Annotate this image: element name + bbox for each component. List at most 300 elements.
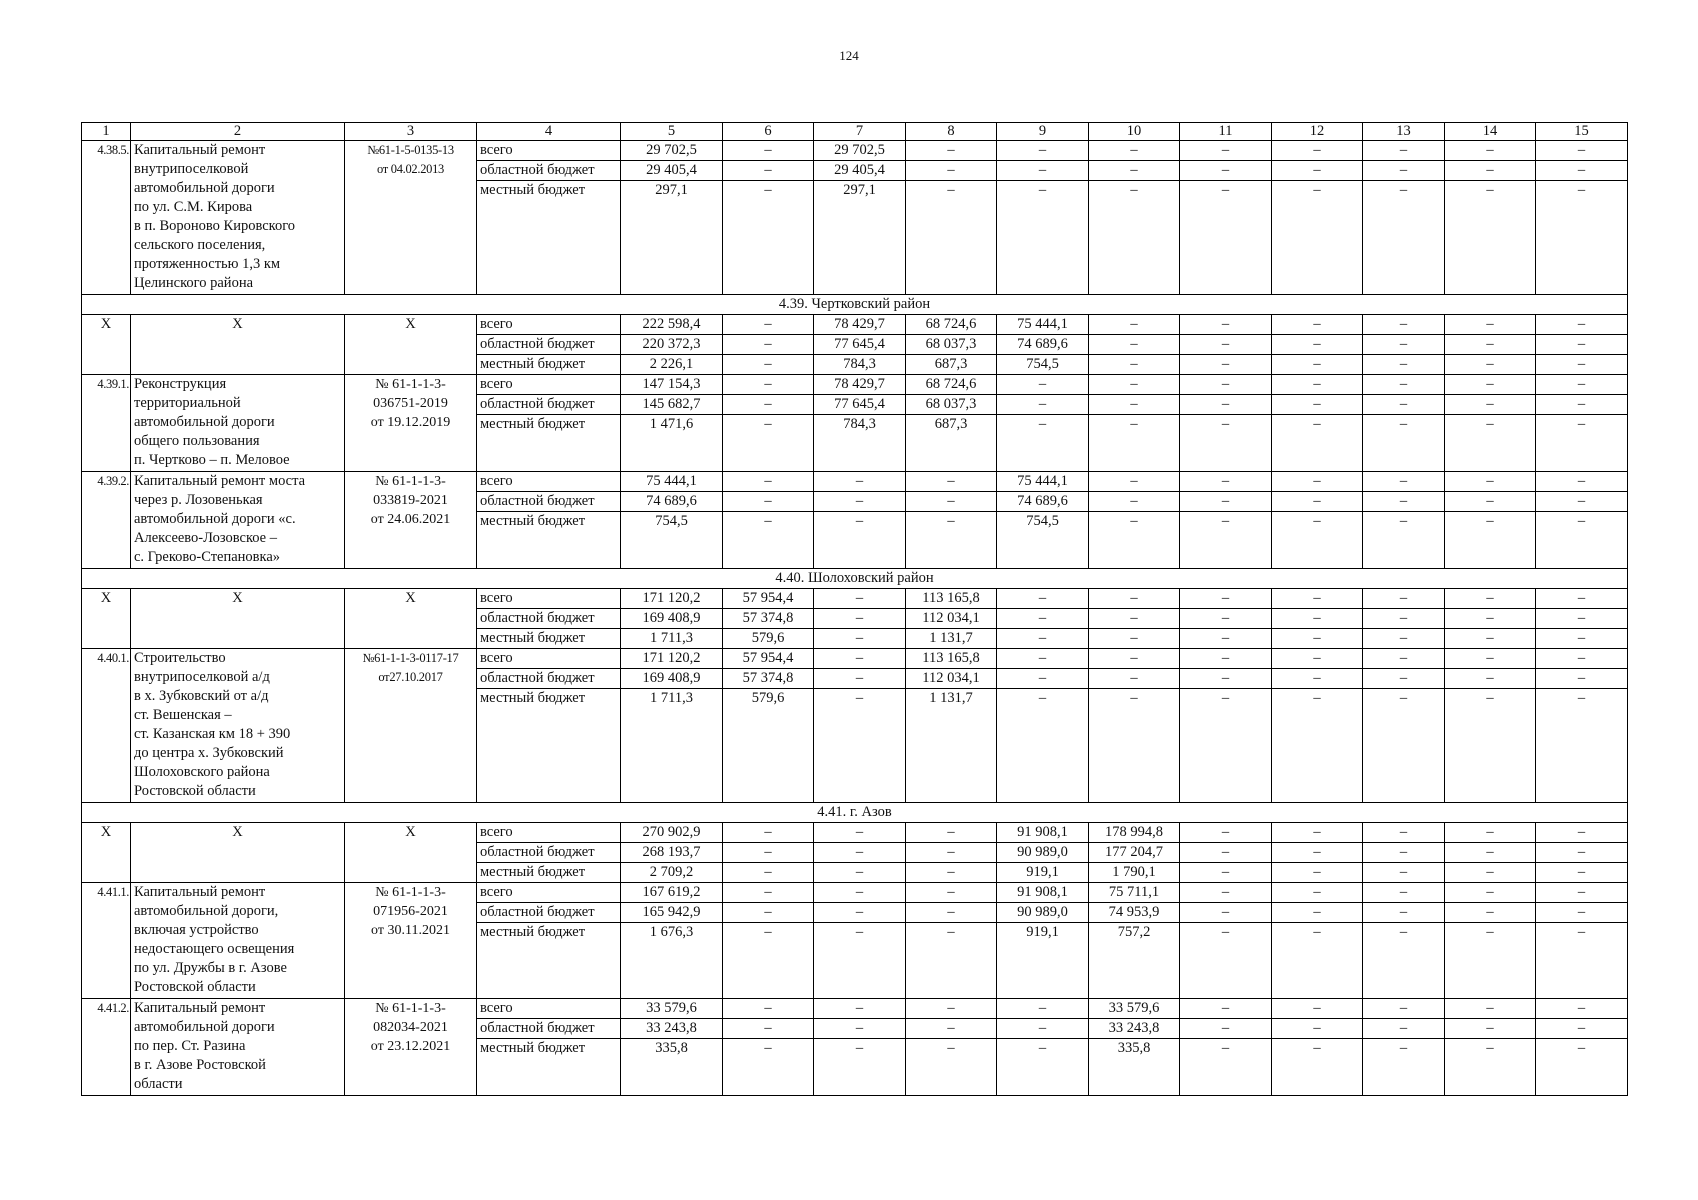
value-cell: – <box>1272 883 1363 903</box>
value-cell: – <box>997 609 1089 629</box>
item-name-line: в х. Зубковский от а/д <box>134 688 269 704</box>
value-cell: 33 243,8 <box>1089 1019 1180 1039</box>
value-cell: – <box>1536 472 1628 492</box>
value-cell: – <box>1272 649 1363 669</box>
item-name-line: Капитальный ремонт <box>134 1000 266 1016</box>
funding-source: областной бюджет <box>477 609 621 629</box>
value-cell: – <box>1536 395 1628 415</box>
value-cell: – <box>1363 1019 1445 1039</box>
value-cell: – <box>723 863 814 883</box>
value-cell: – <box>1272 161 1363 181</box>
value-cell: 91 908,1 <box>997 883 1089 903</box>
value-cell: 757,2 <box>1089 923 1180 999</box>
value-cell: – <box>814 1039 906 1096</box>
item-number: 4.41.1. <box>82 883 131 999</box>
value-cell: – <box>1180 903 1272 923</box>
value-cell: 1 131,7 <box>906 629 997 649</box>
value-cell: – <box>1272 669 1363 689</box>
value-cell: – <box>1089 395 1180 415</box>
value-cell: – <box>723 883 814 903</box>
item-code <box>345 472 477 569</box>
value-cell: 68 037,3 <box>906 395 997 415</box>
value-cell: 335,8 <box>1089 1039 1180 1096</box>
value-cell: – <box>1445 315 1536 335</box>
value-cell: 1 676,3 <box>621 923 723 999</box>
value-cell: – <box>1180 395 1272 415</box>
value-cell: – <box>814 629 906 649</box>
section-row <box>82 803 1628 823</box>
value-cell: – <box>1536 843 1628 863</box>
value-cell: – <box>814 689 906 803</box>
item-code-line: № 61-1-1-3- <box>375 377 446 392</box>
value-cell: – <box>723 472 814 492</box>
value-cell: 74 689,6 <box>997 335 1089 355</box>
funding-source: местный бюджет <box>477 415 621 472</box>
value-cell: – <box>1445 689 1536 803</box>
column-number: 7 <box>814 123 906 141</box>
funding-source: местный бюджет <box>477 923 621 999</box>
value-cell: – <box>906 141 997 161</box>
item-code <box>345 883 477 999</box>
item-name-line: с. Греково-Степановка» <box>134 549 281 565</box>
funding-source: местный бюджет <box>477 629 621 649</box>
value-cell: – <box>1089 629 1180 649</box>
value-cell: – <box>723 161 814 181</box>
item-row <box>82 999 1628 1019</box>
value-cell: – <box>1180 999 1272 1019</box>
value-cell: – <box>814 999 906 1019</box>
value-cell: 75 711,1 <box>1089 883 1180 903</box>
item-row <box>82 472 1628 492</box>
x-marker: X <box>82 823 131 883</box>
value-cell: – <box>1272 629 1363 649</box>
value-cell: – <box>1180 415 1272 472</box>
value-cell: – <box>1272 355 1363 375</box>
value-cell: – <box>1536 903 1628 923</box>
value-cell: – <box>1180 315 1272 335</box>
item-name-line: Капитальный ремонт <box>134 884 266 900</box>
item-code-line: от 30.11.2021 <box>371 923 450 938</box>
value-cell: 90 989,0 <box>997 843 1089 863</box>
value-cell: – <box>1445 492 1536 512</box>
x-marker: X <box>82 589 131 649</box>
item-name-line: области <box>134 1076 183 1092</box>
value-cell: – <box>1180 689 1272 803</box>
item-name-line: автомобильной дороги <box>134 414 275 430</box>
funding-source: всего <box>477 649 621 669</box>
value-cell: 167 619,2 <box>621 883 723 903</box>
value-cell: – <box>1089 141 1180 161</box>
value-cell: – <box>814 609 906 629</box>
value-cell: – <box>1445 472 1536 492</box>
item-name-line: Капитальный ремонт моста <box>134 473 306 489</box>
value-cell: – <box>723 1039 814 1096</box>
x-marker: X <box>131 589 345 649</box>
value-cell: 74 953,9 <box>1089 903 1180 923</box>
value-cell: – <box>1272 1019 1363 1039</box>
value-cell: – <box>997 181 1089 295</box>
value-cell: – <box>1272 589 1363 609</box>
value-cell: – <box>997 1039 1089 1096</box>
value-cell: – <box>1272 141 1363 161</box>
value-cell: – <box>1363 315 1445 335</box>
value-cell: – <box>1363 335 1445 355</box>
value-cell: – <box>1180 863 1272 883</box>
column-number: 9 <box>997 123 1089 141</box>
value-cell: – <box>814 649 906 669</box>
item-name-line: общего пользования <box>134 433 260 449</box>
value-cell: 29 702,5 <box>621 141 723 161</box>
value-cell: 2 226,1 <box>621 355 723 375</box>
column-number: 3 <box>345 123 477 141</box>
value-cell: – <box>1272 472 1363 492</box>
x-marker: X <box>131 315 345 375</box>
value-cell: – <box>1272 689 1363 803</box>
value-cell: – <box>1363 863 1445 883</box>
value-cell: – <box>723 923 814 999</box>
value-cell: – <box>1363 1039 1445 1096</box>
value-cell: – <box>1363 923 1445 999</box>
item-name-line: территориальной <box>134 395 241 411</box>
value-cell: – <box>723 903 814 923</box>
value-cell: 57 374,8 <box>723 609 814 629</box>
value-cell: – <box>1536 1039 1628 1096</box>
value-cell: 579,6 <box>723 629 814 649</box>
value-cell: 33 579,6 <box>621 999 723 1019</box>
value-cell: – <box>1445 923 1536 999</box>
value-cell: 754,5 <box>621 512 723 569</box>
value-cell: – <box>814 823 906 843</box>
funding-source: местный бюджет <box>477 689 621 803</box>
item-name-line: через р. Лозовенькая <box>134 492 263 508</box>
item-name-line: протяженностью 1,3 км <box>134 256 281 272</box>
column-number: 12 <box>1272 123 1363 141</box>
item-name <box>131 999 345 1096</box>
value-cell: – <box>1445 1039 1536 1096</box>
value-cell: – <box>1272 315 1363 335</box>
value-cell: – <box>1363 141 1445 161</box>
value-cell: – <box>1180 492 1272 512</box>
value-cell: 919,1 <box>997 863 1089 883</box>
column-number: 14 <box>1445 123 1536 141</box>
value-cell: – <box>1272 1039 1363 1096</box>
funding-source: всего <box>477 823 621 843</box>
value-cell: – <box>1536 589 1628 609</box>
item-code-line: от 24.06.2021 <box>370 512 451 527</box>
item-number: 4.39.2. <box>82 472 131 569</box>
value-cell: – <box>1180 161 1272 181</box>
column-number: 15 <box>1536 123 1628 141</box>
value-cell: 33 579,6 <box>1089 999 1180 1019</box>
funding-source: областной бюджет <box>477 161 621 181</box>
value-cell: – <box>1445 883 1536 903</box>
value-cell: – <box>1363 589 1445 609</box>
item-number: 4.38.5. <box>82 141 131 295</box>
value-cell: – <box>1445 823 1536 843</box>
item-code-line: № 61-1-1-3- <box>375 885 446 900</box>
value-cell: 57 954,4 <box>723 649 814 669</box>
value-cell: – <box>906 883 997 903</box>
value-cell: 77 645,4 <box>814 395 906 415</box>
value-cell: – <box>1363 492 1445 512</box>
value-cell: – <box>814 843 906 863</box>
value-cell: – <box>1089 649 1180 669</box>
value-cell: – <box>814 863 906 883</box>
value-cell: – <box>1089 689 1180 803</box>
item-name-line: внутрипоселковой а/д <box>134 669 270 685</box>
value-cell: 112 034,1 <box>906 609 997 629</box>
value-cell: – <box>1180 669 1272 689</box>
value-cell: – <box>1272 512 1363 569</box>
value-cell: – <box>1445 375 1536 395</box>
value-cell: – <box>1363 629 1445 649</box>
funding-source: местный бюджет <box>477 1039 621 1096</box>
value-cell: – <box>1363 689 1445 803</box>
item-number: 4.40.1. <box>82 649 131 803</box>
funding-source: областной бюджет <box>477 669 621 689</box>
value-cell: 169 408,9 <box>621 669 723 689</box>
value-cell: – <box>1089 492 1180 512</box>
value-cell: 29 405,4 <box>621 161 723 181</box>
item-name-line: недостающего освещения <box>134 941 295 957</box>
funding-source: областной бюджет <box>477 1019 621 1039</box>
item-name-line: по пер. Ст. Разина <box>134 1038 246 1054</box>
value-cell: – <box>1536 863 1628 883</box>
item-code-line: от27.10.2017 <box>378 670 443 684</box>
value-cell: 579,6 <box>723 689 814 803</box>
value-cell: – <box>906 512 997 569</box>
item-code <box>345 999 477 1096</box>
value-cell: 687,3 <box>906 355 997 375</box>
funding-source: областной бюджет <box>477 492 621 512</box>
value-cell: – <box>1536 512 1628 569</box>
item-name-line: до центра х. Зубковский <box>134 745 284 761</box>
value-cell: – <box>723 1019 814 1039</box>
value-cell: – <box>1536 181 1628 295</box>
value-cell: – <box>1536 415 1628 472</box>
item-name-line: Алексеево-Лозовское – <box>134 530 277 546</box>
value-cell: – <box>906 161 997 181</box>
value-cell: 68 724,6 <box>906 375 997 395</box>
x-marker: X <box>345 315 477 375</box>
value-cell: 177 204,7 <box>1089 843 1180 863</box>
section-title: 4.39. Чертковский район <box>82 295 1628 315</box>
item-name-line: Целинского района <box>134 275 254 291</box>
value-cell: 268 193,7 <box>621 843 723 863</box>
value-cell: – <box>1180 629 1272 649</box>
value-cell: 75 444,1 <box>997 472 1089 492</box>
item-code-line: 082034-2021 <box>373 1020 448 1035</box>
budget-table <box>81 122 1628 1096</box>
value-cell: – <box>814 1019 906 1039</box>
value-cell: – <box>1180 649 1272 669</box>
value-cell: – <box>814 903 906 923</box>
value-cell: – <box>1536 315 1628 335</box>
funding-source: всего <box>477 472 621 492</box>
total-row <box>82 315 1628 335</box>
value-cell: – <box>1445 903 1536 923</box>
value-cell: – <box>1536 335 1628 355</box>
value-cell: 68 037,3 <box>906 335 997 355</box>
value-cell: – <box>1272 335 1363 355</box>
value-cell: – <box>997 395 1089 415</box>
value-cell: – <box>814 669 906 689</box>
value-cell: 1 711,3 <box>621 629 723 649</box>
funding-source: местный бюджет <box>477 863 621 883</box>
value-cell: – <box>1445 161 1536 181</box>
item-name-line: по ул. Дружбы в г. Азове <box>134 960 287 976</box>
item-number: 4.39.1. <box>82 375 131 472</box>
item-name-line: внутрипоселковой <box>134 161 249 177</box>
x-marker: X <box>131 823 345 883</box>
value-cell: – <box>906 181 997 295</box>
item-name <box>131 141 345 295</box>
value-cell: – <box>1363 415 1445 472</box>
item-name-line: Капитальный ремонт <box>134 142 266 158</box>
value-cell: 145 682,7 <box>621 395 723 415</box>
item-code-line: 036751-2019 <box>373 396 448 411</box>
value-cell: 1 711,3 <box>621 689 723 803</box>
value-cell: – <box>1180 1019 1272 1039</box>
value-cell: – <box>814 883 906 903</box>
value-cell: 112 034,1 <box>906 669 997 689</box>
item-number: 4.41.2. <box>82 999 131 1096</box>
value-cell: – <box>1272 181 1363 295</box>
value-cell: 784,3 <box>814 415 906 472</box>
value-cell: – <box>906 472 997 492</box>
value-cell: 1 790,1 <box>1089 863 1180 883</box>
value-cell: – <box>997 141 1089 161</box>
value-cell: – <box>1180 589 1272 609</box>
item-code-line: № 61-1-1-3- <box>375 1001 446 1016</box>
value-cell: – <box>997 415 1089 472</box>
value-cell: – <box>1445 629 1536 649</box>
value-cell: – <box>814 923 906 999</box>
value-cell: 919,1 <box>997 923 1089 999</box>
value-cell: – <box>1089 375 1180 395</box>
item-code-line: 033819-2021 <box>373 493 448 508</box>
x-marker: X <box>82 315 131 375</box>
value-cell: – <box>723 512 814 569</box>
value-cell: – <box>906 1019 997 1039</box>
column-number: 8 <box>906 123 997 141</box>
value-cell: 147 154,3 <box>621 375 723 395</box>
value-cell: – <box>1536 883 1628 903</box>
value-cell: – <box>1180 923 1272 999</box>
value-cell: – <box>1089 512 1180 569</box>
item-name <box>131 649 345 803</box>
item-code <box>345 375 477 472</box>
value-cell: – <box>1363 883 1445 903</box>
value-cell: 222 598,4 <box>621 315 723 335</box>
value-cell: 1 131,7 <box>906 689 997 803</box>
value-cell: – <box>1089 669 1180 689</box>
value-cell: 784,3 <box>814 355 906 375</box>
funding-source: местный бюджет <box>477 512 621 569</box>
value-cell: – <box>1536 649 1628 669</box>
value-cell: – <box>1089 335 1180 355</box>
value-cell: – <box>723 492 814 512</box>
value-cell: 2 709,2 <box>621 863 723 883</box>
value-cell: – <box>906 923 997 999</box>
value-cell: – <box>997 689 1089 803</box>
value-cell: – <box>906 823 997 843</box>
item-name <box>131 375 345 472</box>
value-cell: – <box>1180 335 1272 355</box>
item-code-line: №61-1-5-0135-13 <box>367 143 454 157</box>
funding-source: всего <box>477 883 621 903</box>
funding-source: всего <box>477 141 621 161</box>
value-cell: – <box>1272 843 1363 863</box>
value-cell: – <box>1089 589 1180 609</box>
value-cell: – <box>723 181 814 295</box>
value-cell: 29 702,5 <box>814 141 906 161</box>
x-marker: X <box>345 823 477 883</box>
value-cell: – <box>1536 823 1628 843</box>
item-name-line: п. Чертково – п. Меловое <box>134 452 290 468</box>
value-cell: 77 645,4 <box>814 335 906 355</box>
value-cell: – <box>1536 492 1628 512</box>
value-cell: – <box>1536 689 1628 803</box>
value-cell: – <box>1445 863 1536 883</box>
value-cell: – <box>997 669 1089 689</box>
value-cell: – <box>1363 472 1445 492</box>
funding-source: местный бюджет <box>477 181 621 295</box>
value-cell: – <box>1180 512 1272 569</box>
value-cell: 171 120,2 <box>621 589 723 609</box>
item-row <box>82 883 1628 903</box>
value-cell: – <box>1089 161 1180 181</box>
item-code-line: 071956-2021 <box>373 904 448 919</box>
section-title: 4.41. г. Азов <box>82 803 1628 823</box>
value-cell: – <box>723 999 814 1019</box>
value-cell: – <box>997 649 1089 669</box>
value-cell: – <box>1536 141 1628 161</box>
column-number: 11 <box>1180 123 1272 141</box>
item-name-line: Реконструкция <box>134 376 227 392</box>
value-cell: – <box>997 999 1089 1019</box>
value-cell: – <box>814 589 906 609</box>
value-cell: – <box>1363 649 1445 669</box>
value-cell: – <box>1363 669 1445 689</box>
value-cell: – <box>1445 335 1536 355</box>
value-cell: 169 408,9 <box>621 609 723 629</box>
value-cell: 113 165,8 <box>906 589 997 609</box>
value-cell: – <box>1445 395 1536 415</box>
value-cell: – <box>1272 823 1363 843</box>
value-cell: 165 942,9 <box>621 903 723 923</box>
table-body <box>82 123 1628 1096</box>
item-code-line: №61-1-1-3-0117-17 <box>362 651 459 665</box>
item-name <box>131 472 345 569</box>
value-cell: – <box>1363 161 1445 181</box>
value-cell: – <box>1445 141 1536 161</box>
total-row <box>82 589 1628 609</box>
value-cell: – <box>1445 999 1536 1019</box>
value-cell: – <box>1180 141 1272 161</box>
value-cell: – <box>1180 823 1272 843</box>
column-number: 6 <box>723 123 814 141</box>
column-number: 2 <box>131 123 345 141</box>
column-number-row <box>82 123 1628 141</box>
value-cell: 220 372,3 <box>621 335 723 355</box>
value-cell: – <box>1180 1039 1272 1096</box>
value-cell: – <box>1363 512 1445 569</box>
value-cell: – <box>1445 669 1536 689</box>
value-cell: – <box>1445 649 1536 669</box>
value-cell: – <box>1445 843 1536 863</box>
item-name-line: включая устройство <box>134 922 259 938</box>
